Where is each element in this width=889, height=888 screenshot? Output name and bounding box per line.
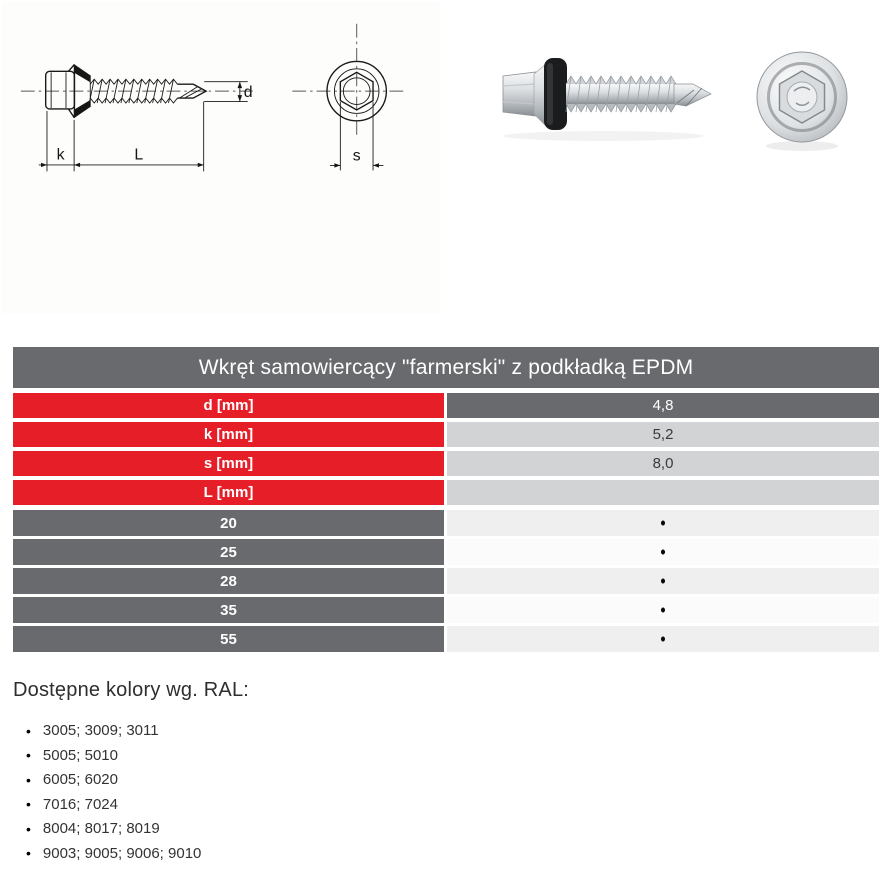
spec-label-d: d [mm]	[13, 393, 444, 418]
colors-heading: Dostępne kolory wg. RAL:	[13, 679, 250, 701]
length-label: 25	[13, 539, 444, 565]
length-row-25	[13, 539, 879, 565]
bullet-icon: •	[26, 820, 31, 837]
table-title: Wkręt samowiercący "farmerski" z podkładką EPDM	[13, 347, 879, 388]
spec-value-d: 4,8	[447, 393, 879, 418]
length-row-55	[13, 626, 879, 652]
ral-codes: 6005; 6020	[42, 771, 118, 789]
list-item	[26, 748, 633, 763]
spec-label-s: s [mm]	[13, 451, 444, 476]
screw-dimension-drawing	[2, 2, 440, 314]
length-row-28	[13, 568, 879, 594]
availability-dot-icon: •	[660, 541, 666, 563]
spec-label-L: L [mm]	[13, 480, 444, 505]
ral-colors-list	[13, 723, 633, 861]
bullet-icon: •	[26, 845, 31, 862]
list-item	[26, 821, 633, 836]
length-label: 35	[13, 597, 444, 623]
spec-value-L	[447, 480, 879, 505]
length-label: 20	[13, 510, 444, 536]
spec-row-L	[13, 480, 879, 505]
spec-row-d	[13, 393, 879, 418]
spec-row-k	[13, 422, 879, 447]
screw-side-photo	[478, 28, 722, 146]
spec-table	[13, 347, 879, 655]
dim-label-s: s	[352, 147, 361, 165]
list-item	[26, 723, 633, 738]
screw-head-photo	[740, 44, 882, 158]
length-row-20	[13, 510, 879, 536]
dim-label-k: k	[56, 146, 65, 164]
ral-codes: 3005; 3009; 3011	[42, 722, 159, 739]
colors-section	[13, 679, 633, 871]
list-item	[26, 772, 633, 787]
bullet-icon: •	[26, 747, 31, 764]
length-label: 55	[13, 626, 444, 652]
spec-value-s: 8,0	[447, 451, 879, 476]
list-item	[26, 797, 633, 812]
availability-dot-icon: •	[660, 628, 666, 650]
availability-dot-icon: •	[660, 599, 666, 621]
spec-label-k: k [mm]	[13, 422, 444, 447]
availability-dot-icon: •	[660, 570, 666, 592]
ral-codes: 7016; 7024	[42, 795, 118, 813]
spec-value-k: 5,2	[447, 422, 879, 447]
bullet-icon: •	[26, 722, 31, 739]
ral-codes: 9003; 9005; 9006; 9010	[42, 844, 202, 862]
bullet-icon: •	[26, 771, 31, 788]
list-item	[26, 846, 633, 861]
length-label: 28	[13, 568, 444, 594]
technical-drawing	[2, 2, 440, 314]
ral-codes: 8004; 8017; 8019	[42, 820, 160, 838]
length-row-35	[13, 597, 879, 623]
dim-label-L: L	[134, 146, 144, 164]
dim-label-d: d	[243, 84, 253, 102]
spec-row-s	[13, 451, 879, 476]
bullet-icon: •	[26, 796, 31, 813]
ral-codes: 5005; 5010	[42, 746, 118, 764]
availability-dot-icon: •	[660, 512, 666, 534]
